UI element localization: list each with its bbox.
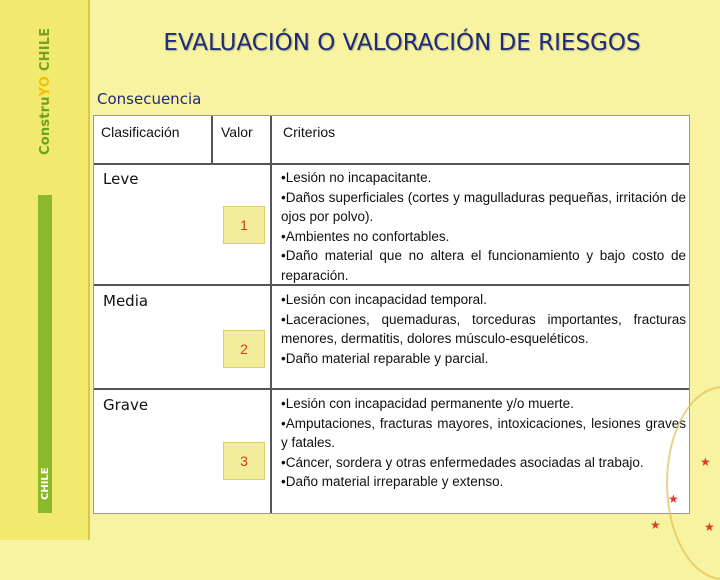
brand-part-2: YO xyxy=(38,75,53,97)
header-value: Valor xyxy=(221,124,253,140)
criteria-item: •Cáncer, sordera y otras enfermedades asociadas al trabajo. xyxy=(281,454,644,470)
decorative-star-icon: ★ xyxy=(650,518,661,532)
row-value-leve: 1 xyxy=(240,217,248,233)
row-criteria-media xyxy=(281,290,686,368)
row-value-box-media xyxy=(223,330,265,368)
column-divider-criteria xyxy=(270,116,272,513)
slide-subtitle: Consecuencia xyxy=(97,90,202,108)
row-rule-2 xyxy=(94,388,689,390)
row-value-media: 2 xyxy=(240,341,248,357)
row-classification-leve: Leve xyxy=(103,170,139,188)
criteria-item: •Daño material reparable y parcial. xyxy=(281,350,489,366)
criteria-item: •Lesión con incapacidad temporal. xyxy=(281,292,487,307)
header-rule xyxy=(94,163,689,165)
header-classification: Clasificación xyxy=(101,124,180,140)
criteria-item: •Daño material que no altera el funcionamiento y bajo costo de reparación. xyxy=(281,248,686,283)
row-value-box-grave xyxy=(223,442,265,480)
criteria-item: •Daño material irreparable y extenso. xyxy=(281,474,504,489)
row-classification-media: Media xyxy=(103,292,149,310)
slide-title: EVALUACIÓN O VALORACIÓN DE RIESGOS xyxy=(163,30,641,56)
criteria-item: •Lesión con incapacidad permanente y/o muerte. xyxy=(281,396,574,411)
criteria-item: •Laceraciones, quemaduras, torceduras importantes, fracturas menores, dermatitis, dolores músculo-esqueléticos. xyxy=(281,311,686,346)
row-value-box-leve xyxy=(223,206,265,244)
decorative-star-icon: ★ xyxy=(668,492,679,506)
criteria-item: •Amputaciones, fracturas mayores, intoxicaciones, lesiones graves y fatales. xyxy=(281,415,686,450)
criteria-item: •Ambientes no confortables. xyxy=(281,228,450,244)
row-classification-grave: Grave xyxy=(103,396,149,414)
criteria-item: •Daños superficiales (cortes y magulladuras pequeñas, irritación de ojos por polvo). xyxy=(281,189,686,224)
header-divider-1 xyxy=(211,116,213,164)
row-value-grave: 3 xyxy=(240,453,248,469)
strip-chile-logo: CHILE xyxy=(40,467,51,500)
consequence-table xyxy=(93,115,690,514)
decorative-star-icon: ★ xyxy=(700,455,711,469)
header-criteria: Criterios xyxy=(283,124,336,140)
green-brand-strip xyxy=(38,195,52,513)
brand-part-3: CHILE xyxy=(38,27,53,76)
construyo-chile-logo xyxy=(38,28,53,155)
row-criteria-grave xyxy=(281,394,686,492)
criteria-item: •Lesión no incapacitante. xyxy=(281,170,432,185)
row-criteria-leve xyxy=(281,168,686,285)
brand-part-1: Constru xyxy=(38,96,53,155)
decorative-star-icon: ★ xyxy=(704,520,715,534)
